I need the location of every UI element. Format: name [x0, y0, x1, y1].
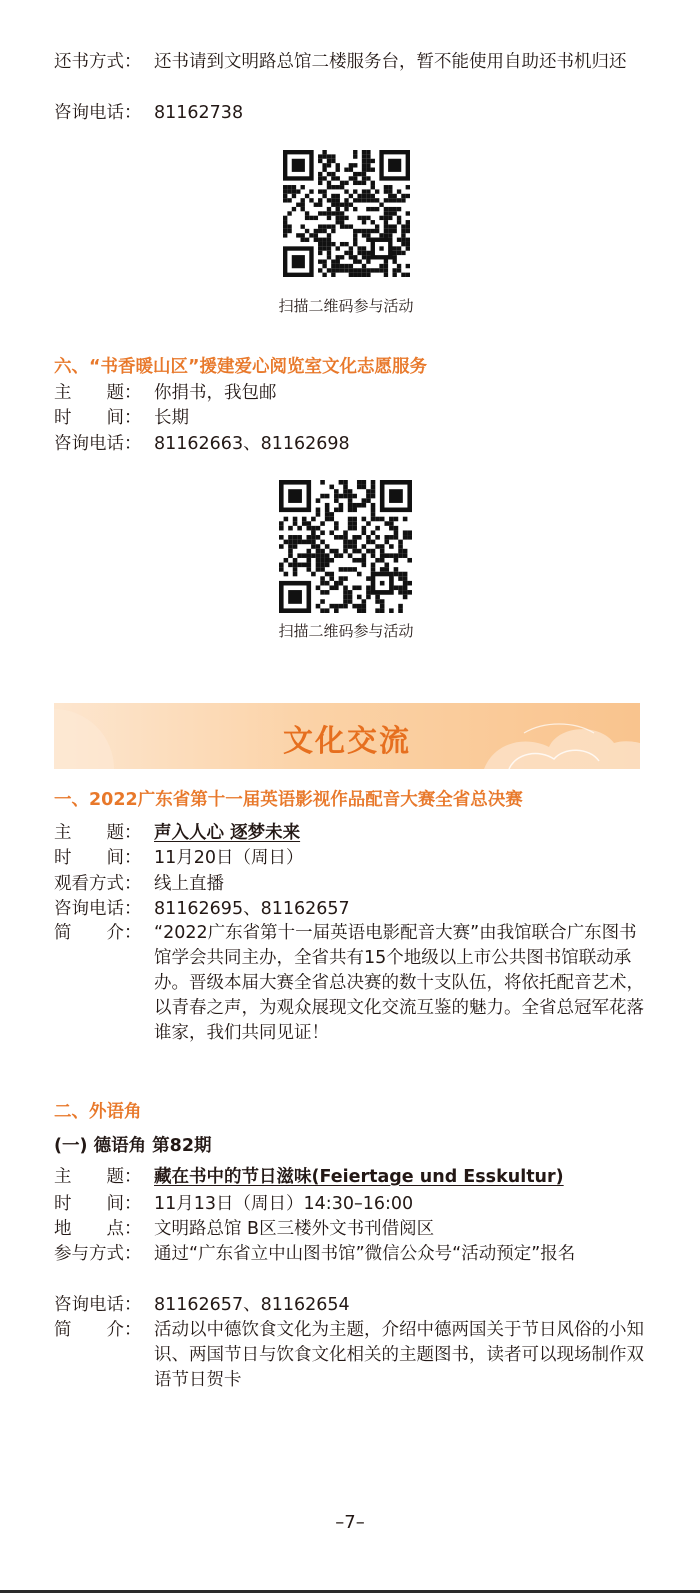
exchange1-phone-value: 81162695、81162657 [154, 899, 350, 919]
exchange2-phone-value: 81162657、81162654 [154, 1295, 350, 1315]
exchange1-phone-row [54, 897, 644, 922]
qr-caption-2: 扫描二维码参与活动 [278, 622, 414, 640]
exchange1-watch-label: 观看方式： [54, 874, 142, 894]
top-phone-label: 咨询电话： [54, 103, 142, 123]
exchange1-theme-value: 声入人心 逐梦未来 [154, 823, 301, 843]
exchange2-time-row [54, 1192, 644, 1217]
section6-heading: 六、“书香暖山区”援建爱心阅览室文化志愿服务 [54, 357, 428, 377]
exchange2-theme-value: 藏在书中的节日滋味(Feiertage und Esskultur) [154, 1167, 564, 1187]
exchange1-watch-row [54, 872, 644, 897]
qr-code-1[interactable] [283, 150, 410, 277]
return-method-label: 还书方式： [54, 52, 142, 72]
exchange1-heading: 一、2022广东省第十一届英语影视作品配音大赛全省总决赛 [54, 790, 523, 810]
exchange2-theme-label: 主 题： [54, 1167, 142, 1187]
exchange1-intro-row [54, 921, 644, 1046]
exchange2-time-value: 11月13日（周日）14:30–16:00 [154, 1194, 414, 1214]
exchange2-heading: 二、外语角 [54, 1102, 142, 1122]
exchange2-phone-row [54, 1293, 644, 1318]
section6-phone-value: 81162663、81162698 [154, 434, 350, 454]
section6-phone-row [54, 432, 644, 457]
exchange1-intro-label: 简 介： [54, 923, 142, 943]
section6-theme-label: 主 题： [54, 383, 142, 403]
exchange2-join-row [54, 1242, 644, 1267]
exchange2-intro-value: 活动以中德饮食文化为主题，介绍中德两国关于节日风俗的小知识、两国节日与饮食文化相关的主题图书，读者可以现场制作双语节日贺卡 [154, 1320, 644, 1390]
top-phone-value: 81162738 [154, 103, 244, 123]
section6-time-row [54, 406, 644, 431]
exchange2-time-label: 时 间： [54, 1194, 142, 1214]
exchange2-theme-row [54, 1165, 644, 1190]
exchange2-place-label: 地 点： [54, 1219, 142, 1239]
exchange2-phone-label: 咨询电话： [54, 1295, 142, 1315]
exchange1-time-value: 11月20日（周日） [154, 848, 304, 868]
top-phone-row [54, 101, 644, 126]
section6-theme-row [54, 381, 644, 406]
section6-time-label: 时 间： [54, 408, 142, 428]
exchange1-time-label: 时 间： [54, 848, 142, 868]
exchange1-time-row [54, 846, 644, 871]
return-method-value: 还书请到文明路总馆二楼服务台，暂不能使用自助还书机归还 [154, 52, 627, 72]
qr-caption-1: 扫描二维码参与活动 [278, 297, 414, 315]
section6-theme-value: 你捐书，我包邮 [154, 383, 277, 403]
culture-exchange-banner [54, 703, 640, 769]
return-method-row [54, 50, 644, 75]
section6-phone-label: 咨询电话： [54, 434, 142, 454]
exchange2-sub-heading: (一) 德语角 第82期 [54, 1136, 212, 1156]
exchange1-phone-label: 咨询电话： [54, 899, 142, 919]
banner-title: 文化交流 [283, 724, 411, 759]
exchange2-intro-row [54, 1318, 644, 1393]
page-number: –7– [335, 1512, 365, 1533]
exchange2-place-value: 文明路总馆 B区三楼外文书刊借阅区 [154, 1219, 435, 1239]
exchange1-theme-label: 主 题： [54, 823, 142, 843]
qr-code-2[interactable] [279, 480, 412, 613]
exchange1-watch-value: 线上直播 [154, 874, 224, 894]
exchange2-intro-label: 简 介： [54, 1320, 142, 1340]
exchange2-join-label: 参与方式： [54, 1244, 142, 1264]
section6-time-value: 长期 [154, 408, 189, 428]
exchange2-join-value: 通过“广东省立中山图书馆”微信公众号“活动预定”报名 [154, 1244, 576, 1264]
exchange1-intro-value: “2022广东省第十一届英语电影配音大赛”由我馆联合广东图书馆学会共同主办，全省共有15个地级以上市公共图书馆联动承办。晋级本届大赛全省总决赛的数十支队伍，将依托配音艺术，以青春之声，为观众展现文化交流互鉴的魅力。全省总冠军花落谁家，我们共同见证！ [154, 923, 644, 1043]
exchange2-place-row [54, 1217, 644, 1242]
exchange1-theme-row [54, 821, 644, 846]
